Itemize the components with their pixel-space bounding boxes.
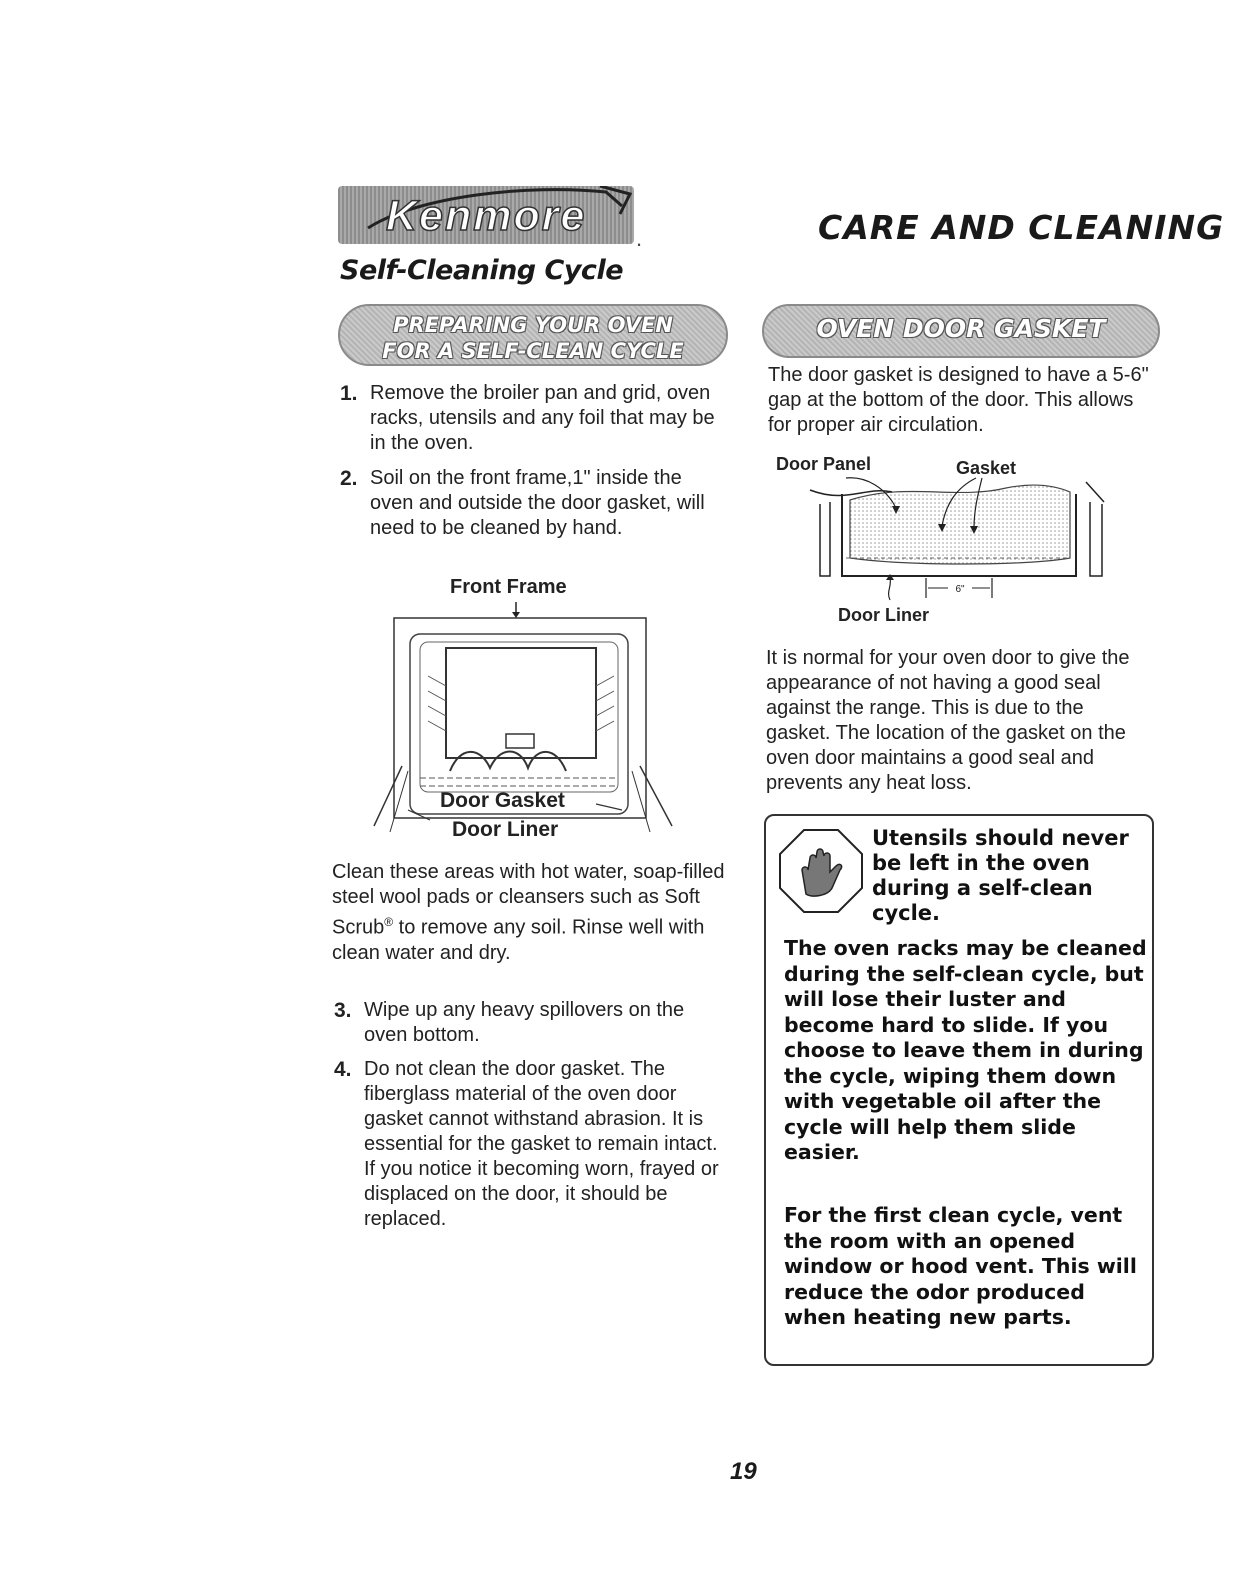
label-door-panel: Door Panel (776, 454, 872, 474)
step-2 (340, 466, 720, 541)
label-door-liner: Door Liner (452, 818, 559, 841)
registered-mark: ® (384, 915, 394, 929)
preparing-banner-line2: FOR A SELF-CLEAN CYCLE (382, 339, 684, 363)
warning-oven-racks: The oven racks may be cleaned during the self-clean cycle, but will lose their luster and become hard to slide. If you choose to leave them in during the cycle, wiping them down with vegetable oil after the cycle will help them slide easier. (784, 936, 1147, 1164)
oven-front-frame-diagram (360, 596, 700, 856)
preparing-banner (338, 304, 728, 366)
step-text: Do not clean the door gasket. The fiberglass material of the oven door gasket cannot withstand abrasion. It is essential for the gasket to remain intact. If you notice it becoming worn, frayed or displaced on the door, it should be replaced. (364, 1058, 719, 1230)
clean-instructions (332, 860, 732, 966)
gasket-intro: The door gasket is designed to have a 5-6" gap at the bottom of the door. This allows for proper air circulation. (768, 364, 1149, 436)
oven-door-gasket-banner: OVEN DOOR GASKET (762, 304, 1160, 358)
preparing-banner-line1: PREPARING YOUR OVEN (393, 313, 673, 337)
gap-measure-label: 6" (955, 584, 965, 595)
clean-text-start: Clean these areas with hot water, soap-filled steel wool pads or cleansers such as Soft Scrub (332, 861, 725, 939)
door-gasket-diagram (806, 474, 1106, 610)
step-number: 1. (340, 382, 358, 405)
clean-text-end: to remove any soil. Rinse well with clean water and dry. (332, 916, 705, 964)
step-4 (334, 1057, 728, 1232)
step-3 (334, 998, 714, 1048)
label-gasket: Gasket (956, 458, 1017, 478)
step-text: Remove the broiler pan and grid, oven racks, utensils and any foil that may be in the oven. (370, 382, 715, 454)
label-gasket-door-liner: Door Liner (838, 605, 930, 625)
label-front-frame: Front Frame (450, 576, 567, 598)
normal-seal-para: It is normal for your oven door to give the appearance of not having a good seal against the range. This is due to the gasket. The location of the gasket on the oven door maintains a good seal and prevents any heat loss. (766, 647, 1130, 794)
warning-heading: Utensils should never be left in the oven during a self-clean cycle. (872, 826, 1129, 925)
label-door-gasket: Door Gasket (440, 789, 565, 812)
kenmore-logo (338, 186, 634, 244)
brand-name: Kenmore (386, 192, 587, 240)
step-number: 2. (340, 467, 358, 490)
stop-hand-icon (778, 828, 864, 914)
step-text: Soil on the front frame,1" inside the oven and outside the door gasket, will need to be cleaned by hand. (370, 467, 705, 539)
step-text: Wipe up any heavy spillovers on the oven bottom. (364, 999, 685, 1046)
section-title: Self-Cleaning Cycle (340, 255, 624, 286)
step-1 (340, 381, 720, 456)
warning-first-clean: For the first clean cycle, vent the room with an opened window or hood vent. This will reduce the odor produced when heating new parts. (784, 1203, 1137, 1329)
page-number: 19 (730, 1458, 757, 1485)
page-title: CARE AND CLEANING (818, 208, 1225, 247)
brand-dot: . (636, 226, 643, 251)
step-number: 3. (334, 999, 352, 1022)
step-number: 4. (334, 1058, 352, 1081)
